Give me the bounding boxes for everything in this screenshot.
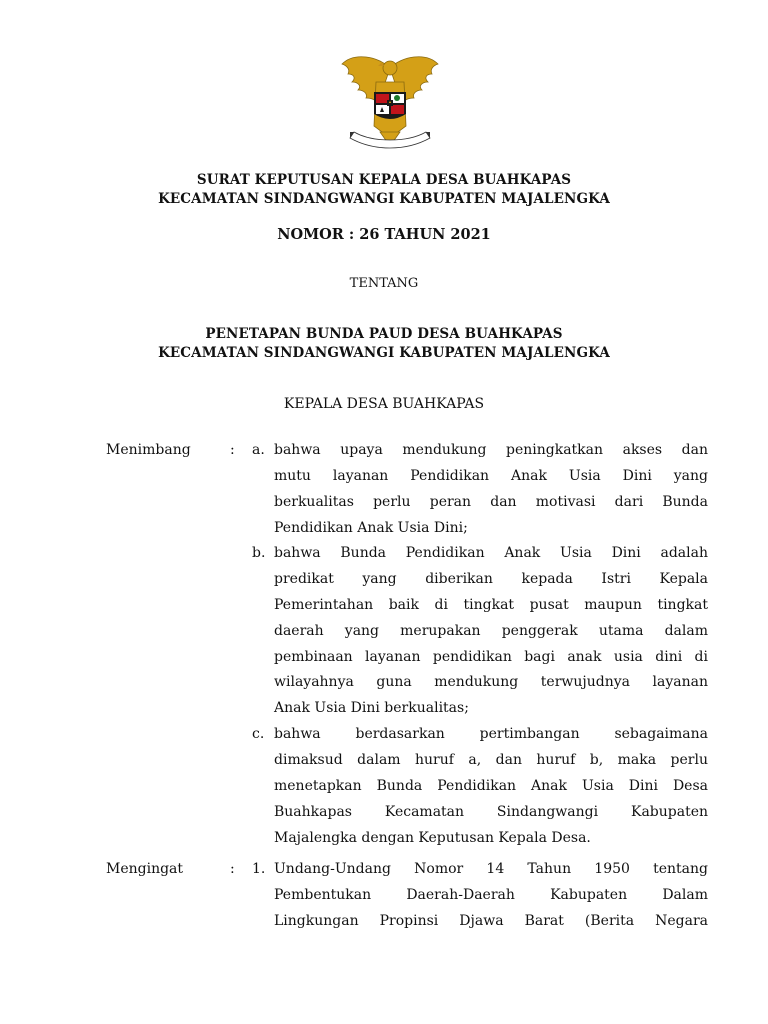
subject-line-2: KECAMATAN SINDANGWANGI KABUPATEN MAJALENGKA: [158, 345, 610, 361]
text-line: Buahkapas Kecamatan Sindangwangi Kabupaten: [274, 803, 708, 820]
mengingat-item-1: [274, 857, 708, 935]
text-line: menetapkan Bunda Pendidikan Anak Usia Dini Desa: [274, 777, 708, 794]
mengingat-colon: :: [230, 861, 235, 877]
menimbang-marker-c: c.: [252, 726, 265, 742]
text-line: Anak Usia Dini berkualitas;: [274, 700, 469, 717]
mengingat-marker-1: 1.: [252, 861, 266, 877]
official-title: KEPALA DESA BUAHKAPAS: [283, 396, 485, 412]
tentang-heading: TENTANG: [349, 276, 419, 291]
text-line: bahwa upaya mendukung peningkatkan akses dan: [274, 442, 708, 458]
text-line: mutu layanan Pendidikan Anak Usia Dini yang: [274, 467, 708, 484]
menimbang-item-b: [274, 541, 708, 722]
menimbang-item-c: [274, 722, 708, 851]
decree-number: NOMOR : 26 TAHUN 2021: [277, 226, 491, 243]
text-line: Pendidikan Anak Usia Dini;: [274, 519, 468, 536]
text-line: daerah yang merupakan penggerak utama dalam: [274, 622, 708, 639]
menimbang-label: Menimbang: [106, 442, 191, 458]
text-line: Lingkungan Propinsi Djawa Barat (Berita Negara: [274, 912, 708, 929]
text-line: Pemerintahan baik di tingkat pusat maupun tingkat: [274, 596, 708, 613]
garuda-emblem: [338, 48, 442, 152]
menimbang-colon: :: [230, 442, 235, 458]
subject-line-1: PENETAPAN BUNDA PAUD DESA BUAHKAPAS: [205, 326, 563, 342]
text-line: Majalengka dengan Keputusan Kepala Desa.: [274, 829, 591, 846]
text-line: Undang-Undang Nomor 14 Tahun 1950 tentang: [274, 861, 708, 877]
text-line: predikat yang diberikan kepada Istri Kepala: [274, 570, 708, 587]
text-line: wilayahnya guna mendukung terwujudnya layanan: [274, 674, 708, 691]
text-line: bahwa berdasarkan pertimbangan sebagaimana: [274, 726, 708, 742]
title-line-2: KECAMATAN SINDANGWANGI KABUPATEN MAJALENGKA: [158, 191, 610, 207]
menimbang-item-a: [274, 438, 708, 542]
text-line: pembinaan layanan pendidikan bagi anak usia dini di: [274, 648, 708, 665]
text-line: Pembentukan Daerah-Daerah Kabupaten Dalam: [274, 886, 708, 903]
text-line: dimaksud dalam huruf a, dan huruf b, maka perlu: [274, 751, 708, 768]
menimbang-marker-b: b.: [252, 545, 266, 561]
text-line: berkualitas perlu peran dan motivasi dari Bunda: [274, 493, 708, 510]
menimbang-marker-a: a.: [252, 442, 265, 458]
mengingat-label: Mengingat: [106, 861, 184, 877]
text-line: bahwa Bunda Pendidikan Anak Usia Dini adalah: [274, 545, 708, 561]
title-line-1: SURAT KEPUTUSAN KEPALA DESA BUAHKAPAS: [196, 172, 572, 188]
